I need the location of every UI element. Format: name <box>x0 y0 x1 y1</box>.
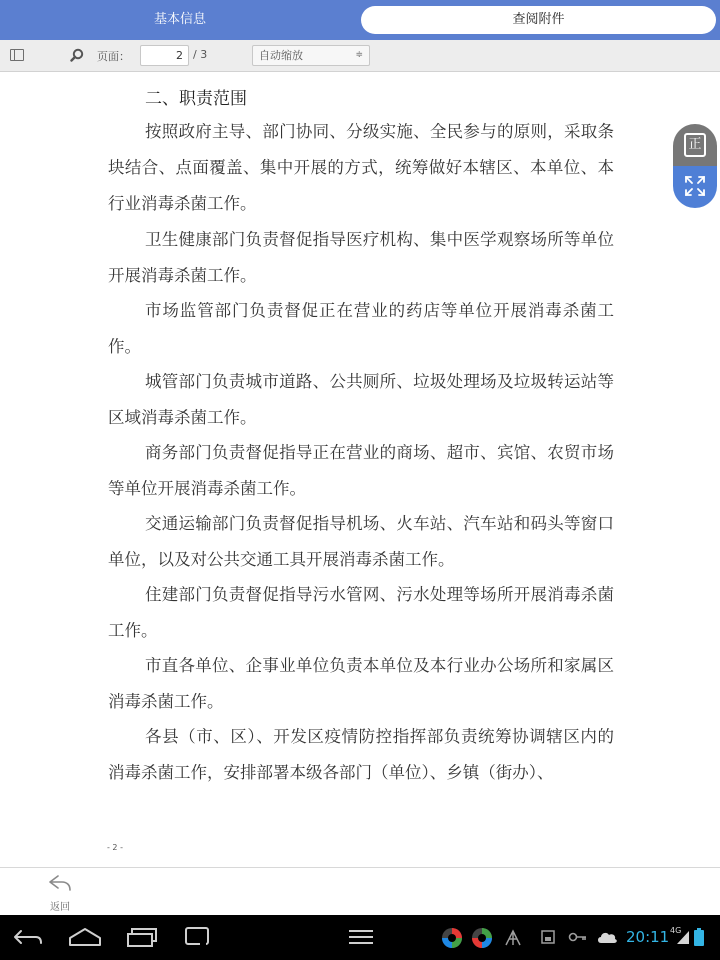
tab-attachments[interactable]: 查阅附件 <box>361 6 716 34</box>
paragraph: 住建部门负责督促指导污水管网、污水处理等场所开展消毒杀菌工作。 <box>108 585 614 640</box>
document-page <box>0 72 720 867</box>
back-button[interactable] <box>44 874 76 913</box>
tab-basic-info[interactable]: 基本信息 <box>153 12 206 27</box>
battery-icon <box>694 928 704 946</box>
paragraph: 各县（市、区）、开发区疫情防控指挥部负责统筹协调辖区内的消毒杀菌工作，安排部署本级各部门（单位）、乡镇（街办）、 <box>108 727 614 782</box>
text-view-button[interactable] <box>673 124 717 166</box>
expand-icon <box>685 176 705 196</box>
back-nav-icon[interactable] <box>12 928 44 948</box>
menu-icon[interactable] <box>347 928 375 946</box>
pdf-toolbar <box>0 40 720 72</box>
dropdown-arrow-icon: ≑ <box>355 50 363 60</box>
home-nav-icon[interactable] <box>68 926 102 948</box>
page-total: / 3 <box>193 48 208 61</box>
text-document-icon: 正 <box>684 133 706 157</box>
network-type-label: 4G <box>670 926 682 935</box>
key-icon <box>568 930 588 944</box>
paragraph: 市场监管部门负责督促正在营业的药店等单位开展消毒杀菌工作。 <box>108 301 614 356</box>
recent-apps-icon[interactable] <box>126 927 158 947</box>
back-label: 返回 <box>50 902 70 913</box>
section-heading: 二、职责范围 <box>145 89 247 109</box>
page-label: 页面： <box>97 50 130 63</box>
usb-debug-icon <box>503 928 523 948</box>
sidebar-toggle-icon[interactable] <box>10 49 24 61</box>
paragraph: 商务部门负责督促指导正在营业的商场、超市、宾馆、农贸市场等单位开展消毒杀菌工作。 <box>108 443 614 498</box>
screenshot-icon[interactable] <box>184 926 210 948</box>
paragraph: 市直各单位、企事业单位负责本单位及本行业办公场所和家属区消毒杀菌工作。 <box>108 656 614 711</box>
zoom-select[interactable] <box>252 45 370 66</box>
tab-bar <box>0 0 720 40</box>
bottom-bar <box>0 867 720 915</box>
paragraph: 按照政府主导、部门协同、分级实施、全民参与的原则，采取条块结合、点面覆盖、集中开展的方式，统筹做好本辖区、本单位、本行业消毒杀菌工作。 <box>108 122 614 213</box>
image-notification-icon <box>540 929 556 945</box>
paragraph: 城管部门负责城市道路、公共厕所、垃圾处理场及垃圾转运站等区域消毒杀菌工作。 <box>108 372 614 427</box>
paragraph: 卫生健康部门负责督促指导医疗机构、集中医学观察场所等单位开展消毒杀菌工作。 <box>108 230 614 285</box>
app-notification-icon <box>441 927 463 949</box>
search-icon[interactable] <box>70 48 84 62</box>
cloud-icon <box>596 930 618 944</box>
system-navigation-bar <box>0 915 720 960</box>
page-number: - 2 - <box>107 843 123 852</box>
app-notification-icon <box>471 927 493 949</box>
paragraph: 交通运输部门负责督促指导机场、火车站、汽车站和码头等窗口单位，以及对公共交通工具开展消毒杀菌工作。 <box>108 514 614 569</box>
floating-tools <box>673 124 717 208</box>
zoom-value: 自动缩放 <box>259 49 303 62</box>
signal-icon <box>676 929 690 945</box>
reply-back-icon <box>48 874 72 892</box>
page-number-input[interactable] <box>140 45 189 66</box>
status-clock: 20:11 <box>626 928 670 946</box>
